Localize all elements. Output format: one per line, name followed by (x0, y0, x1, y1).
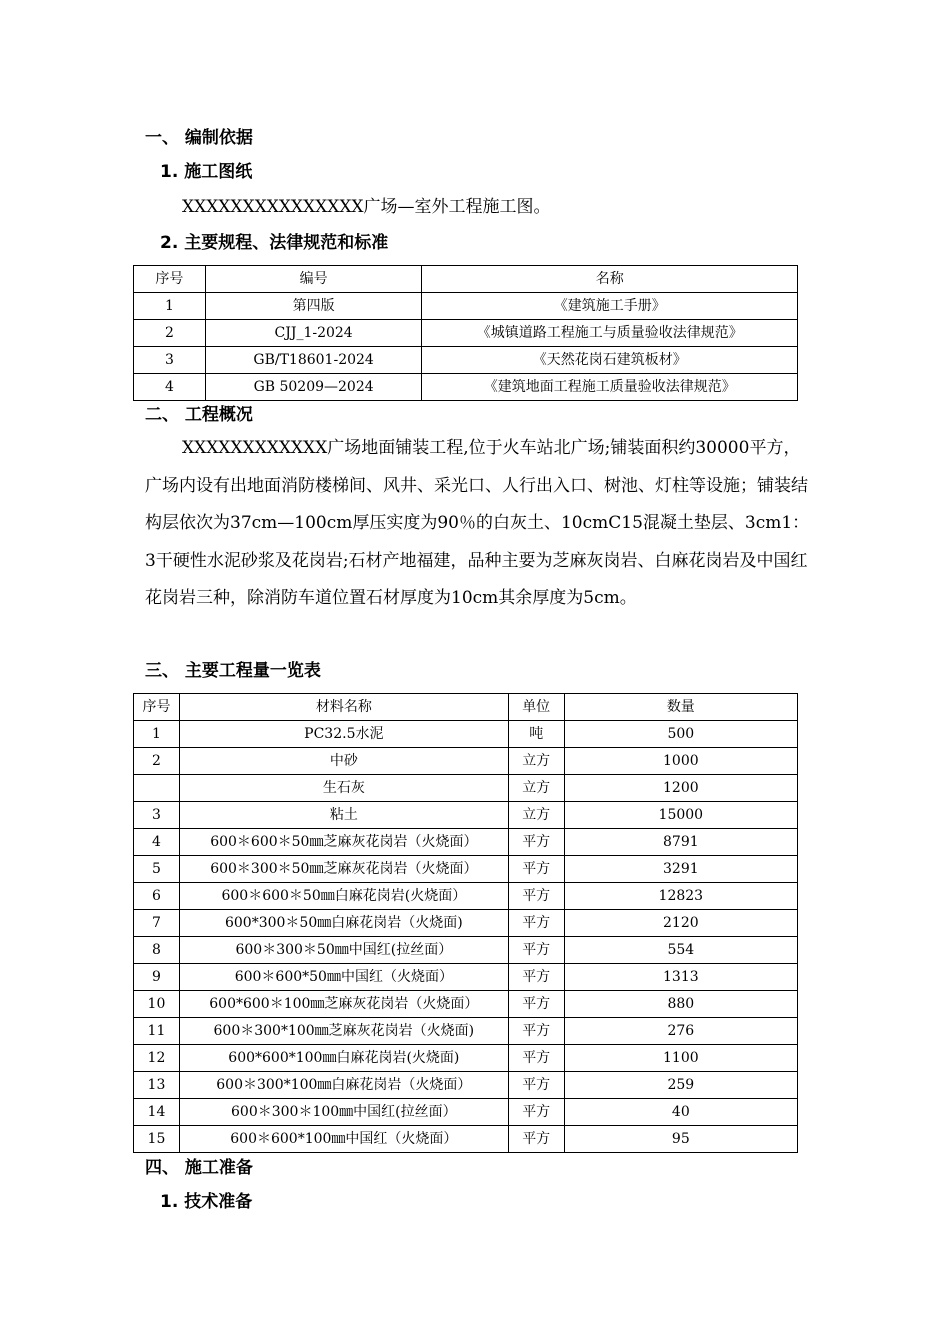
table-header-cell: 序号 (134, 266, 206, 293)
table-cell: 880 (564, 991, 797, 1018)
table-row (134, 829, 798, 856)
table-cell: 第四版 (205, 293, 422, 320)
table-cell: 1 (134, 293, 206, 320)
table-cell: 600*600*100㎜白麻花岗岩(火烧面) (179, 1045, 508, 1072)
table-cell: 276 (564, 1018, 797, 1045)
table-row (134, 910, 798, 937)
table-cell: 600＊300＊100㎜中国红(拉丝面） (179, 1099, 508, 1126)
table-cell: 《建筑地面工程施工质量验收法律规范》 (422, 374, 798, 401)
table-cell: 600＊300*100㎜芝麻灰花岗岩（火烧面) (179, 1018, 508, 1045)
table-row (134, 964, 798, 991)
table-cell: 平方 (508, 1045, 564, 1072)
table-cell: 12823 (564, 883, 797, 910)
table-row (134, 1045, 798, 1072)
section-2-title: 二、 工程概况 (145, 405, 253, 425)
table-row (134, 991, 798, 1018)
table-row (134, 775, 798, 802)
table-cell: 平方 (508, 991, 564, 1018)
table-cell: 《建筑施工手册》 (422, 293, 798, 320)
table-cell: 3 (134, 802, 180, 829)
table-cell: 《城镇道路工程施工与质量验收法律规范》 (422, 320, 798, 347)
table-cell: 600＊600＊50㎜芝麻灰花岗岩（火烧面） (179, 829, 508, 856)
table-cell: 600＊600*50㎜中国红（火烧面） (179, 964, 508, 991)
table-cell: 平方 (508, 1126, 564, 1153)
table-cell: 平方 (508, 829, 564, 856)
table-row (134, 347, 798, 374)
table-cell: 3 (134, 347, 206, 374)
table-row (134, 1018, 798, 1045)
subsection-1-2-title: 2. 主要规程、法律规范和标准 (160, 233, 389, 253)
table-row (134, 802, 798, 829)
table-cell: 平方 (508, 964, 564, 991)
table-row (134, 374, 798, 401)
table-cell: 13 (134, 1072, 180, 1099)
table-cell: 立方 (508, 802, 564, 829)
table-header-cell: 名称 (422, 266, 798, 293)
table-cell: 5 (134, 856, 180, 883)
drawing-reference-text: XXXXXXXXXXXXXXX广场—室外工程施工图。 (182, 197, 551, 217)
table-header-cell: 数量 (564, 694, 797, 721)
project-overview-text: XXXXXXXXXXXX广场地面铺装工程,位于火车站北广场;铺装面积约30000平方，广场内设有出地面消防楼梯间、风井、采光口、人行出入口、树池、灯柱等设施；铺装结构层依次为37cm—100cm厚压实度为90％的白灰土、10cmC15混凝土垫层、3cm1：3干硬性水泥砂浆及花岗岩;石材产地福建，品种主要为芝麻灰岗岩、白麻花岗岩及中国红花岗岩三种，除消防车道位置石材厚度为10cm其余厚度为5cm。 (145, 438, 810, 608)
table-cell: 259 (564, 1072, 797, 1099)
table-header-cell: 材料名称 (179, 694, 508, 721)
table-cell: 立方 (508, 748, 564, 775)
table-cell: 600＊300*100㎜白麻花岗岩（火烧面） (179, 1072, 508, 1099)
table-cell (134, 775, 180, 802)
table-row (134, 937, 798, 964)
table-header-cell: 单位 (508, 694, 564, 721)
table-cell: 15 (134, 1126, 180, 1153)
table-cell: 平方 (508, 910, 564, 937)
table-header-row (134, 694, 798, 721)
table-cell: 600*600＊100㎜芝麻灰花岗岩（火烧面） (179, 991, 508, 1018)
table-cell: 6 (134, 883, 180, 910)
table-cell: 10 (134, 991, 180, 1018)
table-cell: 平方 (508, 856, 564, 883)
table-cell: PC32.5水泥 (179, 721, 508, 748)
section-1-title: 一、 编制依据 (145, 128, 253, 148)
table-cell: 9 (134, 964, 180, 991)
table-cell: 600＊600＊50㎜白麻花岗岩(火烧面） (179, 883, 508, 910)
table-cell: 95 (564, 1126, 797, 1153)
table-cell: 500 (564, 721, 797, 748)
table-cell: 1100 (564, 1045, 797, 1072)
table-cell: 15000 (564, 802, 797, 829)
table-row (134, 721, 798, 748)
table-cell: 平方 (508, 937, 564, 964)
table-cell: 平方 (508, 1072, 564, 1099)
section-3-title: 三、 主要工程量一览表 (145, 661, 321, 681)
table-cell: 平方 (508, 1099, 564, 1126)
table-row (134, 883, 798, 910)
table-cell: 《天然花岗石建筑板材》 (422, 347, 798, 374)
table-cell: 11 (134, 1018, 180, 1045)
table-cell: 立方 (508, 775, 564, 802)
table-cell: 2 (134, 320, 206, 347)
table-cell: 600＊600*100㎜中国红（火烧面） (179, 1126, 508, 1153)
table-row (134, 293, 798, 320)
table-cell: GB/T18601-2024 (205, 347, 422, 374)
table-cell: 600*300＊50㎜白麻花岗岩（火烧面) (179, 910, 508, 937)
table-cell: 554 (564, 937, 797, 964)
table-row (134, 1072, 798, 1099)
table-row (134, 1126, 798, 1153)
table-cell: 2 (134, 748, 180, 775)
table-row (134, 748, 798, 775)
table-cell: 40 (564, 1099, 797, 1126)
table-row (134, 1099, 798, 1126)
table-cell: 600＊300＊50㎜芝麻灰花岗岩（火烧面） (179, 856, 508, 883)
table-cell: 中砂 (179, 748, 508, 775)
subsection-4-1-title: 1. 技术准备 (160, 1192, 253, 1212)
table-row (134, 320, 798, 347)
table-cell: 12 (134, 1045, 180, 1072)
subsection-1-1-title: 1. 施工图纸 (160, 162, 253, 182)
table-cell: CJJ_1-2024 (205, 320, 422, 347)
table-row (134, 856, 798, 883)
table-cell: 3291 (564, 856, 797, 883)
section-4-title: 四、 施工准备 (145, 1158, 253, 1178)
table-header-cell: 序号 (134, 694, 180, 721)
table-cell: 粘土 (179, 802, 508, 829)
table-cell: 吨 (508, 721, 564, 748)
table-cell: 7 (134, 910, 180, 937)
table-cell: 600＊300＊50㎜中国红(拉丝面） (179, 937, 508, 964)
table-cell: 8 (134, 937, 180, 964)
table-cell: 14 (134, 1099, 180, 1126)
table-cell: 生石灰 (179, 775, 508, 802)
table-cell: 1200 (564, 775, 797, 802)
table-cell: 1000 (564, 748, 797, 775)
table-cell: GB 50209—2024 (205, 374, 422, 401)
quantity-table (133, 693, 798, 1153)
standards-table (133, 265, 798, 401)
table-cell: 2120 (564, 910, 797, 937)
table-header-row (134, 266, 798, 293)
table-cell: 平方 (508, 1018, 564, 1045)
table-cell: 4 (134, 829, 180, 856)
table-cell: 1313 (564, 964, 797, 991)
table-cell: 平方 (508, 883, 564, 910)
table-cell: 1 (134, 721, 180, 748)
table-header-cell: 编号 (205, 266, 422, 293)
table-cell: 8791 (564, 829, 797, 856)
table-cell: 4 (134, 374, 206, 401)
